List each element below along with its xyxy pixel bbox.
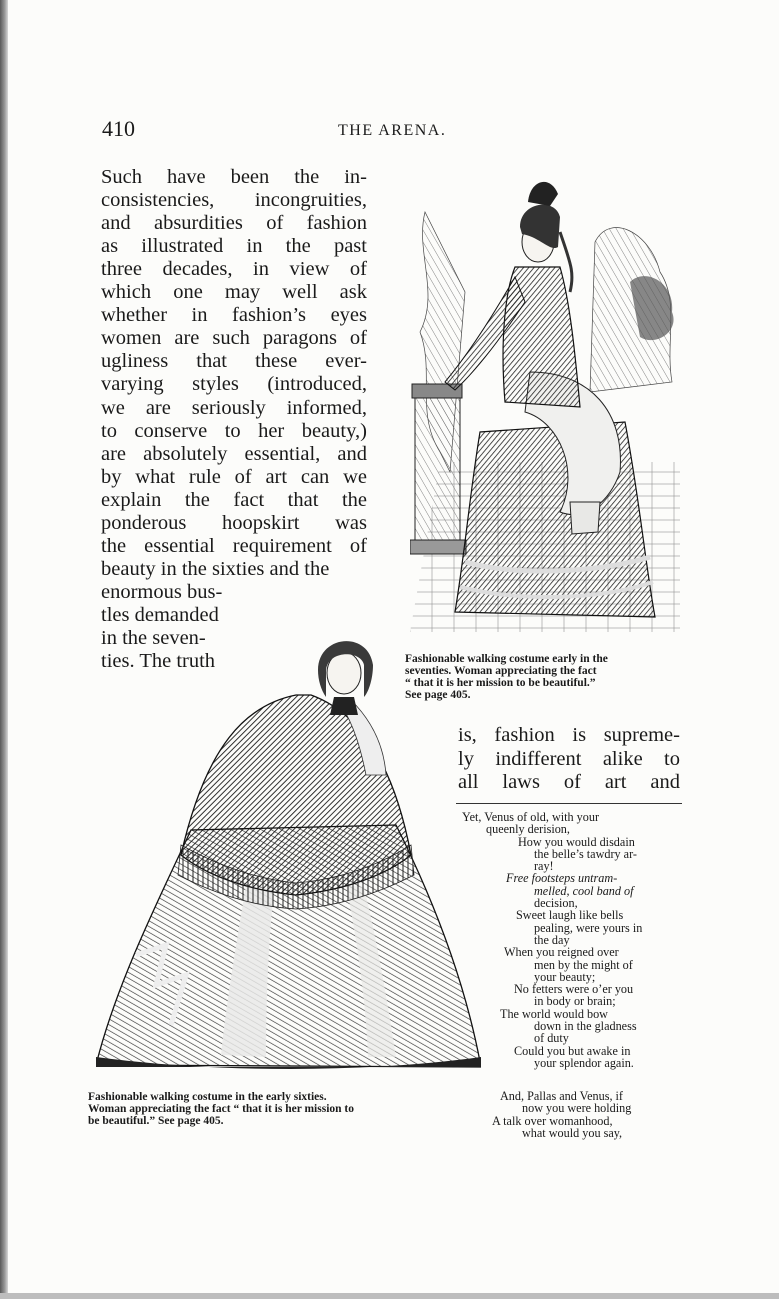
poem-line: the belle’s tawdry ar-: [534, 846, 637, 861]
poem-line: now you were holding: [522, 1101, 632, 1116]
body-line: ly indifferent alike to: [458, 747, 680, 770]
poem-line: in body or brain;: [534, 994, 616, 1009]
body-line: three decades, in view of: [101, 258, 367, 281]
caption-line: “ that it is her mission to be beautiful.”: [405, 677, 596, 689]
body-line: tles demanded: [101, 603, 219, 626]
body-line: the essential requirement of: [101, 534, 367, 557]
poem-line: Could you but awake in: [514, 1043, 631, 1058]
running-head: THE ARENA.: [338, 122, 447, 139]
body-line: which one may well ask: [101, 281, 367, 304]
body-line: by what rule of art can we: [101, 465, 367, 488]
body-line: enormous bus-: [101, 580, 223, 603]
poem-line: decision,: [534, 896, 578, 911]
body-line: to conserve to her beauty,): [101, 419, 367, 442]
poem-line: your beauty;: [534, 969, 596, 984]
poem-line: pealing, were yours in: [534, 920, 643, 935]
body-line: we are seriously informed,: [101, 396, 367, 419]
caption-line: Fashionable walking costume early in the: [405, 653, 608, 665]
caption-line: Fashionable walking costume in the early sixties.: [88, 1091, 327, 1103]
poem-line: And, Pallas and Venus, if: [500, 1089, 623, 1103]
poem-line: your splendor again.: [534, 1055, 634, 1070]
body-line: beauty in the sixties and the: [101, 557, 330, 580]
caption-line: seventies. Woman appreciating the fact: [405, 665, 597, 677]
poem-line: ray!: [534, 859, 554, 874]
poem-line: men by the might of: [534, 957, 633, 972]
body-line: ties. The truth: [101, 650, 216, 673]
body-line: as illustrated in the past: [101, 235, 367, 258]
poem-line: down in the gladness: [534, 1019, 637, 1034]
poem-line: How you would disdain: [518, 834, 635, 849]
poem-line: Yet, Venus of old, with your: [462, 810, 600, 824]
caption-line: See page 405.: [405, 689, 471, 701]
book-binding-edge: [0, 0, 8, 1299]
body-line: ponderous hoopskirt was: [101, 511, 367, 534]
body-line: in the seven-: [101, 627, 206, 649]
page-number: 410: [102, 116, 135, 141]
body-line: varying styles (introduced,: [101, 373, 367, 396]
poem-line: When you reigned over: [504, 945, 619, 960]
body-line: whether in fashion’s eyes: [101, 304, 367, 327]
poem-line: The world would bow: [500, 1006, 608, 1021]
sixties-costume-illustration: [96, 625, 481, 1077]
page-bottom-edge: [0, 1293, 779, 1299]
seventies-costume-illustration: [410, 172, 680, 632]
caption-line: be beautiful.” See page 405.: [88, 1115, 224, 1127]
body-line: consistencies, incongruities,: [101, 189, 367, 212]
poem-line: A talk over womanhood,: [492, 1113, 613, 1128]
caption-line: Woman appreciating the fact “ that it is her mission to: [88, 1103, 354, 1115]
poem-line: No fetters were o’er you: [514, 982, 634, 997]
poem-stanza-2: [456, 1090, 682, 1139]
poem-stanza-1: [456, 811, 682, 1069]
poem-line: queenly derision,: [486, 822, 570, 837]
body-line: Such have been the in-: [101, 166, 367, 188]
body-line: all laws of art and: [458, 771, 680, 793]
poem-line: what would you say,: [522, 1125, 623, 1140]
body-line: is, fashion is supreme-: [458, 724, 680, 746]
body-line: ugliness that these ever-: [101, 350, 367, 373]
poem-line: Free footsteps untram-: [506, 871, 618, 886]
body-line: are absolutely essential, and: [101, 442, 367, 465]
body-line: and absurdities of fashion: [101, 212, 367, 235]
body-line: women are such paragons of: [101, 327, 367, 350]
poem-line: of duty: [534, 1031, 569, 1046]
poem-line: melled, cool band of: [534, 883, 634, 898]
poem-line: the day: [534, 932, 570, 947]
sixties-costume-caption: [88, 1091, 480, 1127]
poem-divider-rule: [456, 803, 682, 804]
body-line: explain the fact that the: [101, 488, 367, 511]
poem-line: Sweet laugh like bells: [516, 908, 624, 923]
